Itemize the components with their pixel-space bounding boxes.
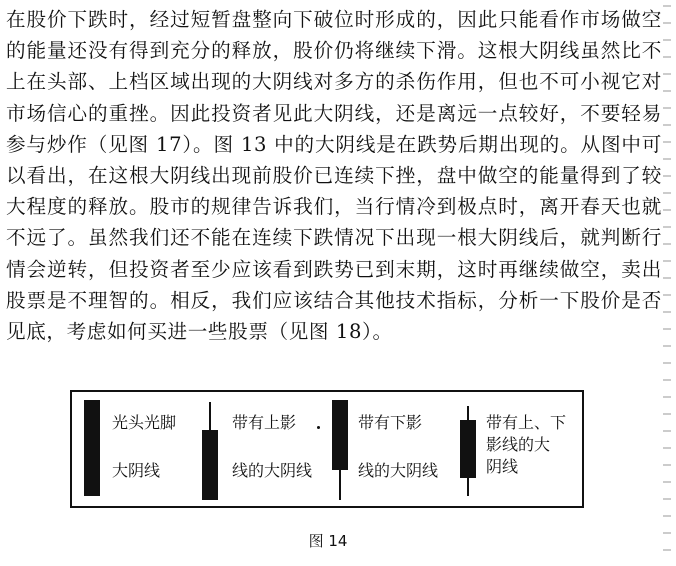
label-lower-shadow (358, 412, 438, 482)
label-line: 大阴线 (112, 461, 161, 480)
label-line: 光头光脚 (112, 413, 177, 432)
figure-caption: 图 14 (308, 532, 348, 550)
candle-lower-shadow (332, 400, 348, 500)
label-both-shadows (486, 412, 566, 478)
label-shaven (112, 412, 176, 482)
label-upper-shadow (232, 412, 312, 482)
label-line: 线的大阴线 (358, 461, 439, 480)
candle-shaven (84, 400, 100, 496)
label-line: 带有上、下 (486, 413, 567, 432)
label-line: 带有下影 (358, 413, 423, 432)
candle-upper-shadow (202, 402, 218, 500)
figure-box (70, 390, 584, 508)
label-line: 线的大阴线 (232, 461, 313, 480)
candle-both-shadows (460, 406, 476, 496)
body-paragraph: 在股价下跌时，经过短暂盘整向下破位时形成的，因此只能看作市场做空的能量还没有得到充分的释放，股价仍将继续下滑。这根大阴线虽然比不上在头部、上档区域出现的大阴线对多方的杀伤作用，但也不可小视它对市场信心的重挫。因此投资者见此大阴线，还是离远一点较好，不要轻易参与炒作（见图 17）。图 13 中的大阴线是在跌势后期出现的。从图中可以看出，在这根大阴线出现前股价已连续下挫，盘中做空的能量得到了较大程度的释放。股市的规律告诉我们，当行情冷到极点时，离开春天也就不远了。虽然我们还不能在连续下跌情况下出现一根大阴线后，就判断行情会逆转，但投资者至少应该看到跌势已到末期，这时再继续做空，卖出股票是不理智的。相反，我们应该结合其他技术指标，分析一下股价是否见底，考虑如何买进一些股票（见图 18）。 (6, 8, 662, 344)
label-line: 带有上影 (232, 413, 297, 432)
page-text (6, 4, 662, 347)
margin-ticks (662, 0, 672, 566)
stray-dot (317, 426, 320, 429)
label-line: 阴线 (486, 457, 519, 476)
label-line: 影线的大 (486, 435, 551, 454)
